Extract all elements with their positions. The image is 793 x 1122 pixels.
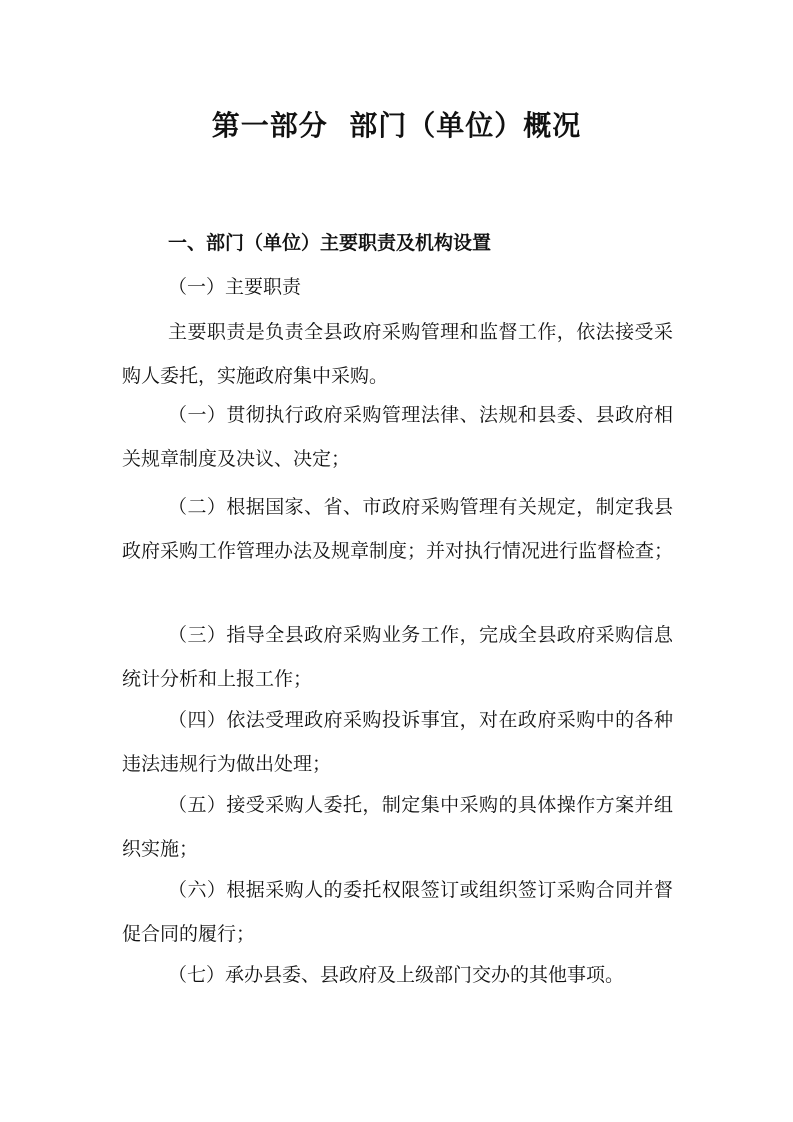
paragraph: （二）根据国家、省、市政府采购管理有关规定，制定我县政府采购工作管理办法及规章制度；并对执行情况进行监督检查； <box>122 496 674 562</box>
paragraph: （七）承办县委、县政府及上级部门交办的其他事项。 <box>168 964 625 986</box>
paragraph: （六）根据采购人的委托权限签订或组织签订采购合同并督促合同的履行； <box>122 879 673 945</box>
paragraph: （三）指导全县政府采购业务工作，完成全县政府采购信息统计分析和上报工作； <box>122 624 673 690</box>
section-heading: 一、部门（单位）主要职责及机构设置 <box>168 232 492 254</box>
subsection-heading: （一）主要职责 <box>168 276 302 298</box>
paragraph: 主要职责是负责全县政府采购管理和监督工作，依法接受采购人委托，实施政府集中采购。 <box>122 321 673 387</box>
paragraph: （四）依法受理政府采购投诉事宜，对在政府采购中的各种违法违规行为做出处理； <box>122 709 673 775</box>
page-title: 第一部分 部门（单位）概况 <box>211 109 582 142</box>
paragraph: （五）接受采购人委托，制定集中采购的具体操作方案并组织实施； <box>122 794 673 860</box>
paragraph: （一）贯彻执行政府采购管理法律、法规和县委、县政府相关规章制度及决议、决定； <box>122 404 673 470</box>
